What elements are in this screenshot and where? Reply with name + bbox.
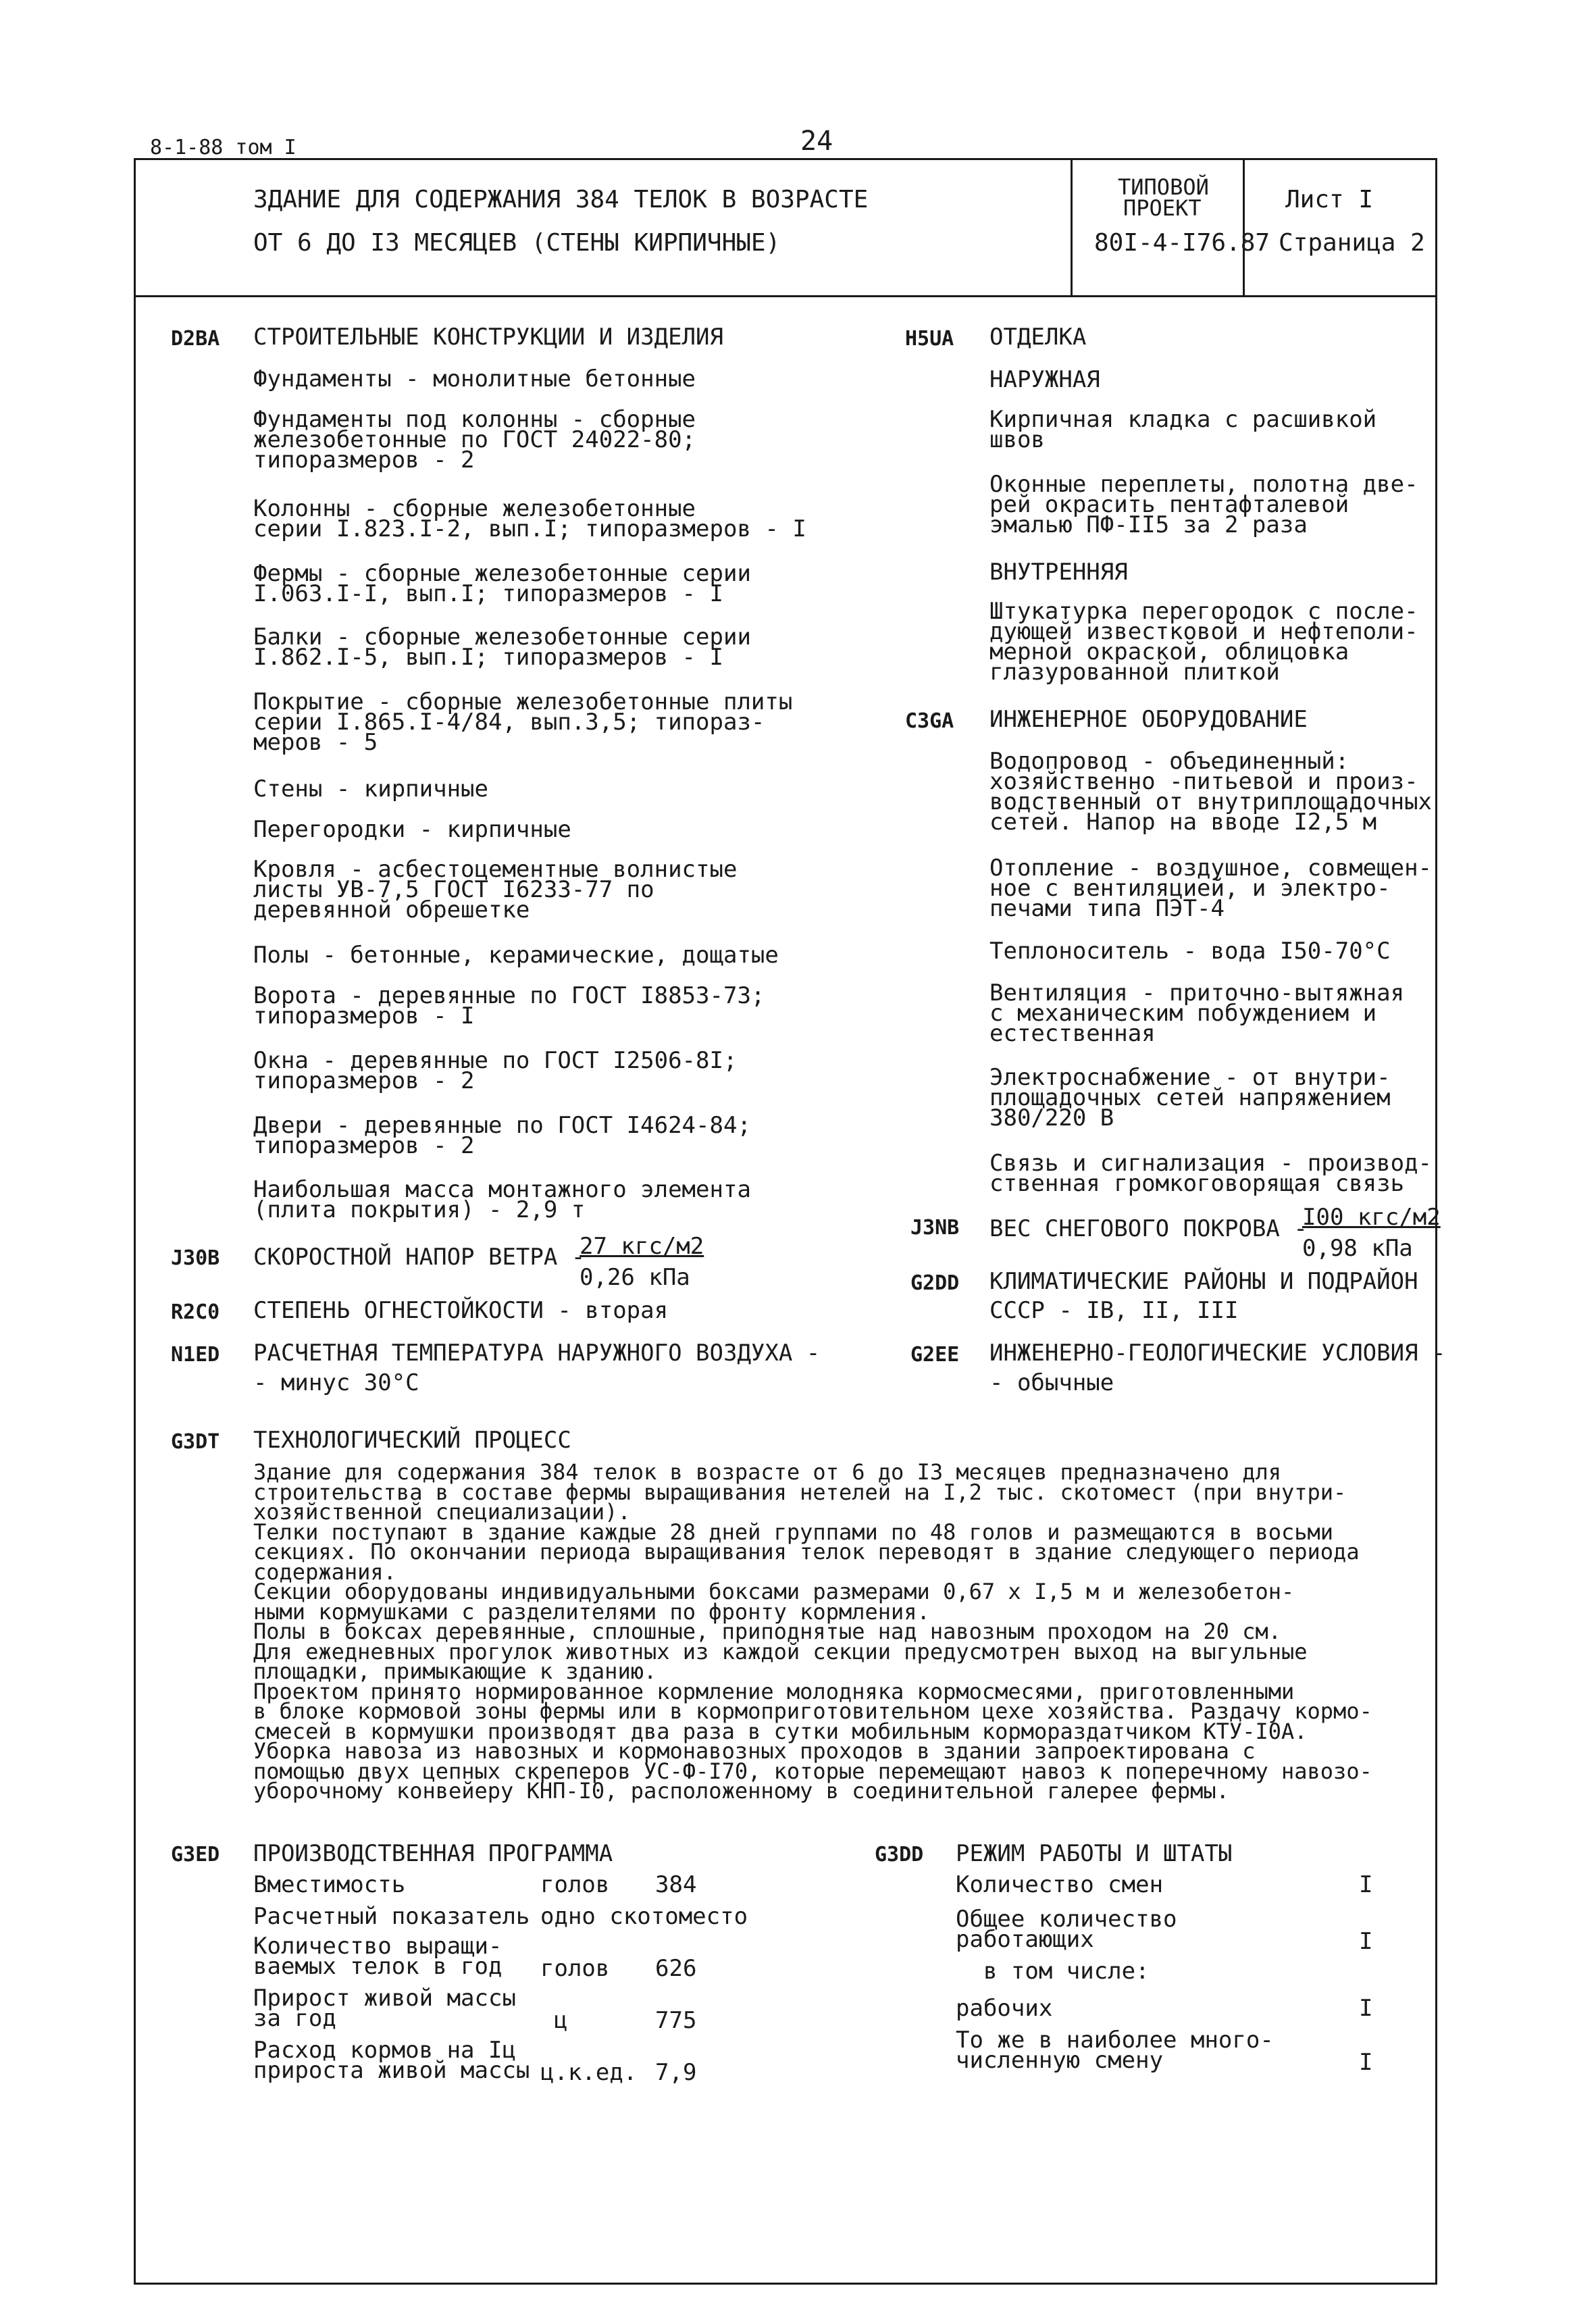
- structure-item: Окна - деревянные по ГОСТ I2506-8I; типоразмеров - 2: [253, 1047, 738, 1094]
- geology-value: - обычные: [989, 1369, 1114, 1396]
- staff-row-label: рабочих: [956, 1995, 1053, 2022]
- finishing-item: Кирпичная кладка с расшивкой швов: [989, 406, 1377, 453]
- structure-item: Фермы - сборные железобетонные серии I.063.I-I, вып.I; типоразмеров - I: [253, 560, 751, 607]
- staff-row-label: в том числе:: [956, 1958, 1150, 1985]
- title-line-1: ЗДАНИЕ ДЛЯ СОДЕРЖАНИЯ 384 ТЕЛОК В ВОЗРАСТЕ: [253, 186, 869, 213]
- code-d2ba: D2BA: [171, 327, 220, 351]
- program-row-label: Прирост живой массы за год: [253, 1985, 516, 2032]
- section-heading-program: ПРОИЗВОДСТВЕННАЯ ПРОГРАММА: [253, 1840, 613, 1867]
- header-vline-1: [1071, 158, 1073, 297]
- title-line-2: ОТ 6 ДО I3 МЕСЯЦЕВ (СТЕНЫ КИРПИЧНЫЕ): [253, 229, 781, 257]
- staff-row-value: I: [1359, 1928, 1373, 1955]
- code-g2dd: G2DD: [910, 1271, 960, 1295]
- code-g3dt: G3DT: [171, 1430, 220, 1454]
- structure-item: Стены - кирпичные: [253, 776, 488, 803]
- subheading-exterior: НАРУЖНАЯ: [989, 366, 1100, 393]
- engineering-item: Отопление - воздушное, совмещен- ное с вентиляцией, и электро- печами типа ПЭТ-4: [989, 855, 1433, 922]
- project-label-1: ТИПОВОЙ: [1118, 174, 1209, 200]
- wind-pressure-label: СКОРОСТНОЙ НАПОР ВЕТРА -: [253, 1244, 586, 1271]
- program-row-value: 384: [655, 1871, 697, 1898]
- program-row-label: Расчетный показатель: [253, 1903, 530, 1930]
- structure-item: Двери - деревянные по ГОСТ I4624-84; типоразмеров - 2: [253, 1112, 751, 1159]
- structure-item: Фундаменты - монолитные бетонные: [253, 365, 696, 392]
- program-row-label: Расход кормов на Iц прироста живой массы: [253, 2037, 530, 2084]
- snow-load-kpa: 0,98 кПа: [1302, 1235, 1413, 1262]
- document-reference: 8-1-88 том I: [150, 136, 297, 159]
- project-label-2: ПРОЕКТ: [1123, 195, 1202, 221]
- finishing-item: Оконные переплеты, полотна две- рей окрасить пентафталевой эмалью ПФ-II5 за 2 раза: [989, 471, 1418, 538]
- structure-item: Покрытие - сборные железобетонные плиты серии I.865.I-4/84, вып.3,5; типораз- меров - 5: [253, 688, 793, 756]
- climate-value: СССР - IВ, II, III: [989, 1297, 1239, 1324]
- page-label: Страница 2: [1279, 229, 1425, 257]
- program-row-unit: голов: [540, 1871, 610, 1898]
- code-r2c0: R2C0: [171, 1300, 220, 1324]
- header-vline-2: [1243, 158, 1245, 297]
- climate-label: КЛИМАТИЧЕСКИЕ РАЙОНЫ И ПОДРАЙОН: [989, 1268, 1418, 1295]
- section-heading-structures: СТРОИТЕЛЬНЫЕ КОНСТРУКЦИИ И ИЗДЕЛИЯ: [253, 324, 723, 351]
- structure-item: Фундаменты под колонны - сборные железобетонные по ГОСТ 24022-80; типоразмеров - 2: [253, 406, 696, 474]
- snow-load-label: ВЕС СНЕГОВОГО ПОКРОВА -: [989, 1215, 1308, 1242]
- staff-row-label: Общее количество работающих: [956, 1906, 1177, 1953]
- structure-item: Кровля - асбестоцементные волнистые листы УВ-7,5 ГОСТ I6233-77 по деревянной обрешетке: [253, 856, 738, 923]
- program-row-value: 775: [655, 2007, 697, 2034]
- engineering-item: Вентиляция - приточно-вытяжная с механическим побуждением и естественная: [989, 980, 1405, 1047]
- program-row-unit: ц.к.ед.: [540, 2059, 638, 2086]
- code-g3dd: G3DD: [875, 1843, 924, 1866]
- sheet-number: Лист I: [1285, 186, 1374, 213]
- geology-label: ИНЖЕНЕРНО-ГЕОЛОГИЧЕСКИЕ УСЛОВИЯ -: [989, 1340, 1446, 1367]
- outdoor-temp-label: РАСЧЕТНАЯ ТЕМПЕРАТУРА НАРУЖНОГО ВОЗДУХА -: [253, 1340, 821, 1367]
- structure-item: Балки - сборные железобетонные серии I.862.I-5, вып.I; типоразмеров - I: [253, 624, 751, 671]
- header-divider: [134, 295, 1435, 297]
- structure-item: Ворота - деревянные по ГОСТ I8853-73; типоразмеров - I: [253, 982, 765, 1030]
- engineering-item: Электроснабжение - от внутри- площадочных сетей напряжением 380/220 В: [989, 1064, 1391, 1132]
- program-row-label: Вместимость: [253, 1871, 406, 1898]
- subheading-interior: ВНУТРЕННЯЯ: [989, 559, 1128, 586]
- program-row-unit: ц: [554, 2007, 568, 2034]
- section-heading-finishing: ОТДЕЛКА: [989, 324, 1087, 351]
- code-g3ed: G3ED: [171, 1843, 220, 1866]
- program-row-label: Количество выращи- ваемых телок в год: [253, 1933, 503, 1980]
- structure-item: Полы - бетонные, керамические, дощатые: [253, 942, 779, 969]
- program-row-value: 626: [655, 1955, 697, 1982]
- staff-row-value: I: [1359, 1995, 1373, 2022]
- engineering-item: Водопровод - объединенный: хозяйственно -питьевой и произ- водственный от внутриплощадочных сетей. Напор на вводе I2,5 м: [989, 748, 1433, 836]
- section-heading-staff: РЕЖИМ РАБОТЫ И ШТАТЫ: [956, 1840, 1233, 1867]
- fire-resistance: СТЕПЕНЬ ОГНЕСТОЙКОСТИ - вторая: [253, 1297, 669, 1324]
- section-heading-process: ТЕХНОЛОГИЧЕСКИЙ ПРОЦЕСС: [253, 1427, 571, 1454]
- page-number: 24: [800, 126, 833, 157]
- engineering-item: Теплоноситель - вода I50-70°С: [989, 938, 1391, 965]
- code-j30b: J30B: [171, 1246, 220, 1270]
- wind-pressure-kgs: 27 кгс/м2: [580, 1233, 704, 1260]
- section-heading-engineering: ИНЖЕНЕРНОЕ ОБОРУДОВАНИЕ: [989, 706, 1308, 733]
- structure-item: Перегородки - кирпичные: [253, 816, 571, 843]
- outdoor-temp-value: - минус 30°С: [253, 1369, 419, 1396]
- staff-row-value: I: [1359, 1871, 1373, 1898]
- code-j3nb: J3NB: [910, 1216, 960, 1240]
- code-n1ed: N1ED: [171, 1343, 220, 1367]
- code-c3ga: C3GA: [905, 709, 954, 733]
- staff-row-label: То же в наиболее много- численную смену: [956, 2027, 1274, 2074]
- staff-row-label: Количество смен: [956, 1871, 1164, 1898]
- program-row-unit: одно скотоместо: [540, 1903, 748, 1930]
- snow-load-kgs: I00 кгс/м2: [1302, 1204, 1441, 1231]
- finishing-item: Штукатурка перегородок с после- дующей известковой и нефтеполи- мерной окраской, облицовка глазурованной плиткой: [989, 598, 1418, 686]
- wind-pressure-kpa: 0,26 кПа: [580, 1264, 690, 1291]
- program-row-unit: голов: [540, 1955, 610, 1982]
- project-number: 80I-4-I76.87: [1094, 229, 1270, 257]
- code-h5ua: H5UA: [905, 327, 954, 351]
- process-description: Здание для содержания 384 телок в возрасте от 6 до I3 месяцев предназначено для строительства в составе фермы выращивания нетелей на I,2 тыс. скотомест (при внутри- хозяйственной специализации). Телки поступают в здание каждые 28 дней группами по 48 голов и размещаются в восьми секциях. По окончании периода выращивания телок переводят в здание следующего периода содержания. Секции оборудованы индивидуальными боксами размерами 0,67 х I,5 м и железобетон- ными кормушками с разделителями по фронту кормления. Полы в боксах деревянные, сплошные, приподнятые над навозным проходом на 20 см. Для ежедневных прогулок животных из каждой секции предусмотрен выход на выгульные площадки, примыкающие к зданию. Проектом принято нормированное кормление молодняка кормосмесями, приготовленными в блоке кормовой зоны фермы или в кормоприготовительном цехе хозяйства. Раздачу кормо- смесей в кормушки производят два раза в сутки мобильным кормораздатчиком КТУ-I0А. Уборка навоза из навозных и кормонавозных проходов в здании запроектирована с помощью двух цепных скреперов УС-Ф-I70, которые перемещают навоз к поперечному навозо- уборочному конвейеру КНП-I0, расположенному в соединительной галерее фермы.: [253, 1459, 1372, 1804]
- program-row-value: 7,9: [655, 2059, 697, 2086]
- engineering-item: Связь и сигнализация - производ- ственная громкоговорящая связь: [989, 1150, 1433, 1197]
- structure-item: Наибольшая масса монтажного элемента (плита покрытия) - 2,9 т: [253, 1176, 751, 1223]
- staff-row-value: I: [1359, 2049, 1373, 2076]
- structure-item: Колонны - сборные железобетонные серии I.823.I-2, вып.I; типоразмеров - I: [253, 495, 806, 542]
- code-g2ee: G2EE: [910, 1343, 960, 1367]
